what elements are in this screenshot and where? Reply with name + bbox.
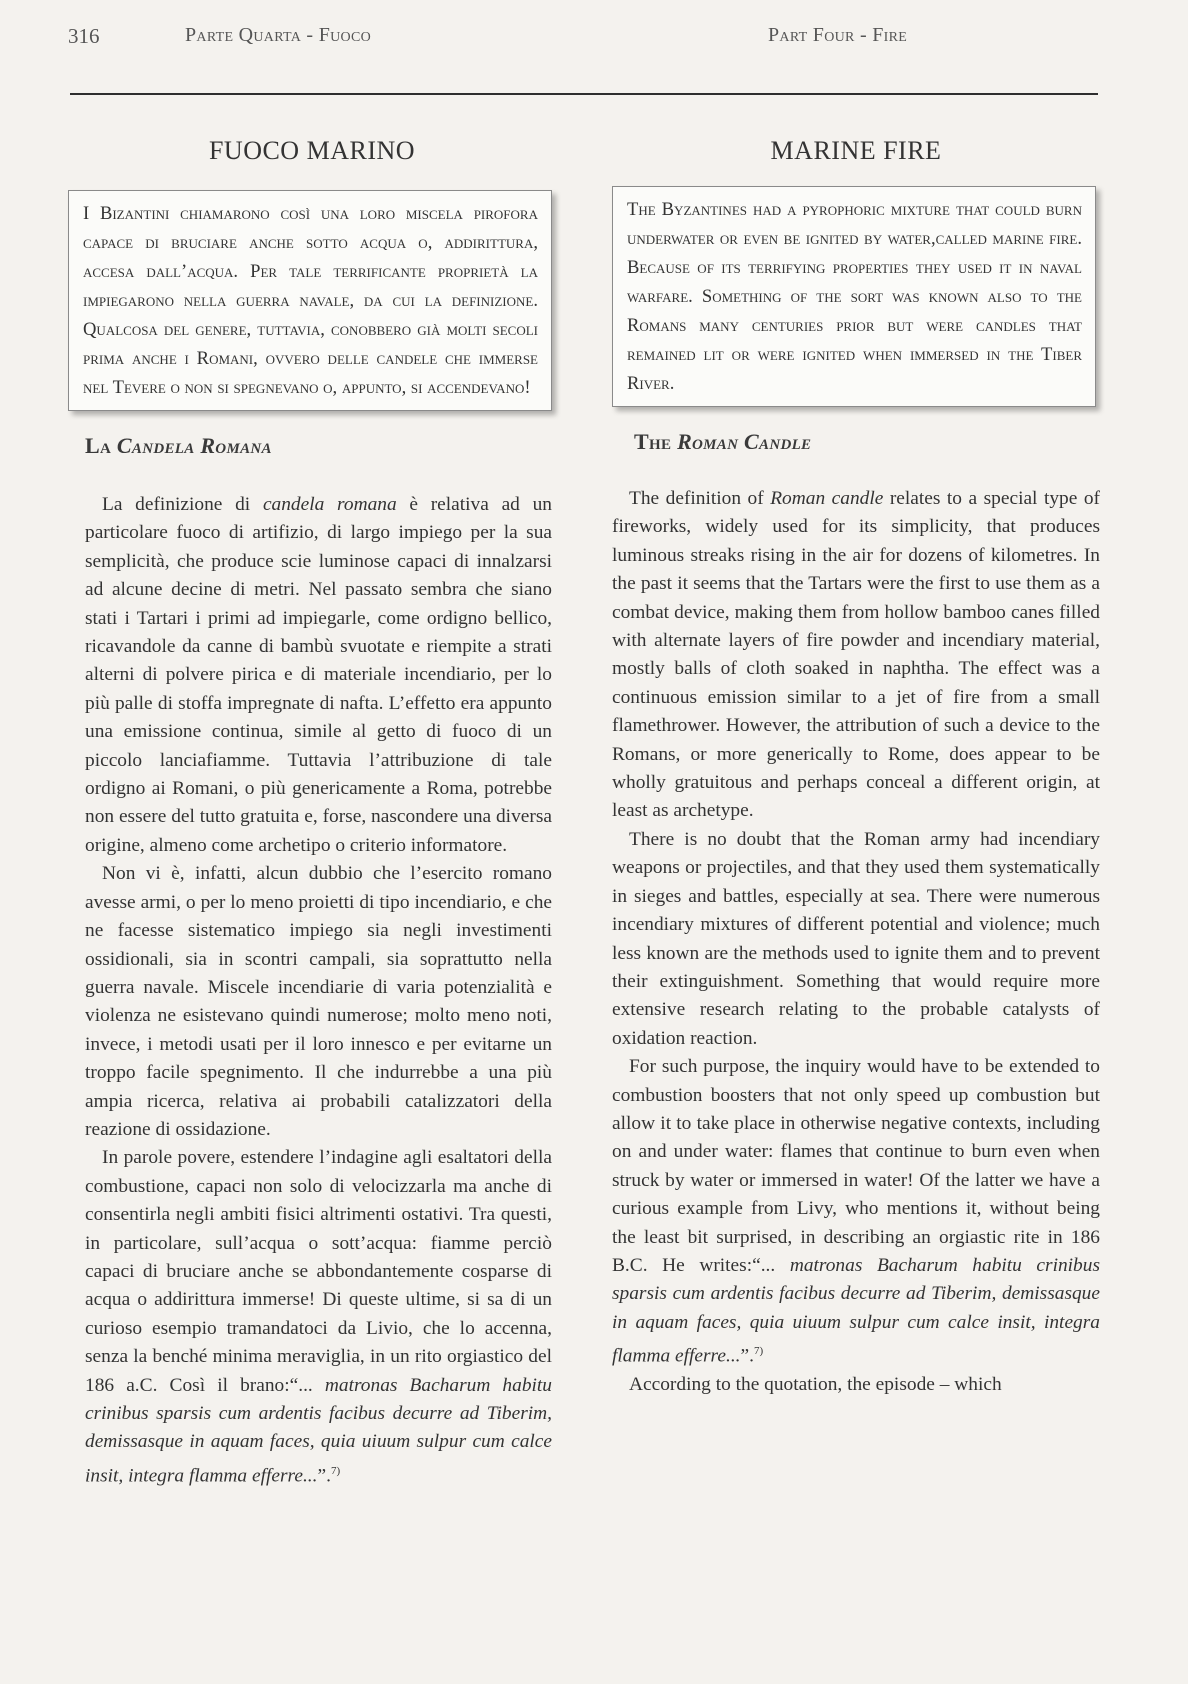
italian-paragraph — [85, 1144, 552, 1490]
text-run: In parole povere, estendere l’indagine agli esaltatori della combustione, capaci non solo di velocizzarla ma anche di consentirla negli ambiti fisici altrimenti ostativi. Tra questi, in particolare, sull’acqua o sott’acqua: fiamme perciò capaci di bruciare anche se abbondantemente cosparse di acqua o addirittura immerse! Di queste ultime, si sa di un curioso esempio tramandatoci da Livio, che lo accenna, senza la benché minima meraviglia, in un rito orgiastico del 186 a.C. Così il brano:“... — [85, 1147, 552, 1396]
italian-abstract-box — [68, 190, 552, 411]
english-paragraph — [612, 1371, 1100, 1399]
text-run: relates to a special type of fireworks, widely used for its simplicity, that produces luminous streaks rising in the air for dozens of kilometres. In the past it seems that the Tartars were the first to use them as a combat device, making them from hollow bamboo canes filled with alternate layers of fire powder and incendiary material, mostly balls of cloth soaked in naphtha. The effect was a continuous emission similar to a jet of fire from a small flamethrower. However, the attribution of such a device to the Romans, or more generically to Rome, does appear to be wholly gratuitous and perhaps conceal a different origin, at least as archetype. — [612, 488, 1100, 822]
english-title: MARINE FIRE — [770, 136, 942, 165]
running-head-right: Part Four - Fire — [768, 24, 908, 46]
english-abstract-box — [612, 186, 1096, 407]
page-number: 316 — [68, 24, 100, 48]
english-abstract-text: The Byzantines had a pyrophoric mixture that could burn underwater or even be ignited by water,called marine fire. Because of its terrifying properties they used it in naval warfare. Something of the sort was known also to the Romans many centuries prior but were candles that remained lit or were ignited when immersed in the Tiber River. — [627, 199, 1082, 394]
text-run: There is no doubt that the Roman army had incendiary weapons or projectiles, and that they used them systematically in sieges and battles, especially at sea. There were numerous incendiary mixtures of different potential and violence; much less known are the methods used to ignite them and to prevent their extinguishment. Something that would require more extensive research relating to the probable catalysts of oxidation reaction. — [612, 828, 1100, 1049]
header-rule — [70, 93, 1098, 95]
english-paragraph — [612, 485, 1100, 826]
italian-title: FUOCO MARINO — [208, 136, 416, 165]
english-paragraph — [612, 826, 1100, 1053]
italian-paragraph — [85, 860, 552, 1144]
italian-paragraph — [85, 491, 552, 860]
text-run: La definizione di — [102, 494, 251, 515]
italian-section-title-italic: Candela Romana — [116, 433, 272, 458]
text-run: Non vi è, infatti, alcun dubbio che l’esercito romano avesse armi, o per lo meno proietti di tipo incendiario, e che ne facesse sistematico impiego sia negli investimenti ossidionali, sia in scontri campali, sia soprattutto nella guerra navale. Miscele incendiarie di varia potenzialità e violenza ne esistevano quindi numerose; molto meno noti, invece, i metodi usati per il loro innesco e per evitarne un troppo facile spegnimento. Il che indurrebbe a una più ampia ricerca, relativa ai probabili catalizzatori della reazione di ossidazione. — [85, 863, 552, 1140]
text-run: According to the quotation, the episode – which — [629, 1374, 1002, 1396]
text-run: ”. — [740, 1345, 754, 1367]
italian-body — [68, 491, 556, 1491]
latin-quote: matronas Bacharum habitu crinibus sparsis cum ardentis facibus decurre ad Tiberim, demissasque in aquam faces, quia uiuum sulpur cum calce insit, integra flamma efferre... — [612, 1254, 1100, 1367]
english-section-title-prefix: The — [634, 429, 672, 454]
running-head-left: Parte Quarta - Fuoco — [185, 24, 371, 46]
running-head — [68, 20, 1100, 56]
english-paragraph — [612, 1053, 1100, 1371]
text-run: ”. — [317, 1465, 331, 1487]
italian-section-title — [68, 433, 556, 459]
footnote-ref: 7) — [330, 1464, 341, 1477]
text-run: è relativa ad un particolare fuoco di artifizio, di largo impiego per la sua semplicità, che produce scie luminose capaci di innalzarsi ad alcune decine di metri. Nel passato sembra che siano stati i Tartari i primi ad impiegarle, come ordigno bellico, ricavandole da canne di bambù svuotate e riempite a strati alterni di polvere pirica e di materiale incendiario, per lo più palle di stoffa impregnate di nafta. L’effetto era appunto una emissione continua, simile al getto di fuoco di un piccolo lanciafiamme. Tuttavia l’attribuzione di tale ordigno ai Romani, o più genericamente a Roma, potrebbe non essere del tutto gratuita e, forse, nascondere una diversa origine, almeno come archetipo o criterio informatore. — [85, 494, 552, 856]
english-body — [612, 485, 1100, 1399]
italian-abstract-text: I Bizantini chiamarono così una loro miscela pirofora capace di bruciare anche sotto acqua o, addirittura, accesa dall’acqua. Per tale terrificante proprietà la impiegarono nella guerra navale, da cui la definizione. Qualcosa del genere, tuttavia, conobbero già molti secoli prima anche i Romani, ovvero delle candele che immerse nel Tevere o non si spegnevano o, appunto, si accendevano! — [83, 203, 538, 398]
english-section-title — [612, 429, 1100, 455]
italic-term: Roman candle — [770, 488, 884, 509]
english-column — [612, 130, 1100, 1399]
text-run: The definition of — [629, 488, 764, 509]
english-section-title-italic: Roman Candle — [677, 429, 812, 454]
text-run: For such purpose, the inquiry would have to be extended to combustion boosters that not only speed up combustion but allow it to take place in otherwise negative contexts, including on and under water: flames that continue to burn even when struck by water or immersed in water! Of the latter we have a curious example from Livy, who mentions it, without being the least bit surprised, in describing an orgiastic rite in 186 B.C. He writes:“... — [612, 1056, 1100, 1276]
latin-quote: matronas Bacharum habitu crinibus sparsis cum ardentis facibus decurre ad Tiberim, demissasque in aquam faces, quia uiuum sulpur cum calce insit, integra flamma efferre... — [85, 1374, 552, 1487]
footnote-ref: 7) — [754, 1345, 764, 1358]
italian-column — [68, 130, 556, 1491]
italic-term: candela romana — [262, 494, 397, 515]
italian-section-title-prefix: La — [85, 433, 112, 458]
